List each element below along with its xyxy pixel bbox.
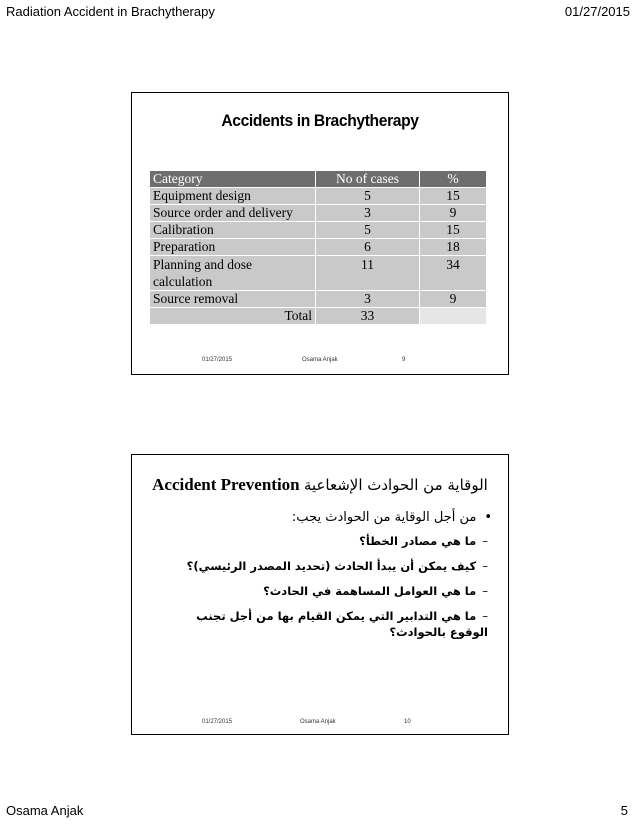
slide-title: Accidents in Brachytherapy bbox=[221, 111, 419, 130]
dash-icon: – bbox=[482, 609, 488, 623]
table-cell: 15 bbox=[420, 222, 487, 239]
sub-item-list bbox=[158, 533, 488, 649]
page-header-title: Radiation Accident in Brachytherapy bbox=[6, 4, 215, 19]
total-value: 33 bbox=[316, 308, 420, 325]
table-cell: Calibration bbox=[150, 222, 316, 239]
slide-footer-date: 01/27/2015 bbox=[202, 719, 233, 725]
table-row bbox=[150, 291, 487, 308]
table-cell: 11 bbox=[316, 256, 420, 291]
list-item-text: ما هي مصادر الخطأ؟ bbox=[359, 534, 477, 548]
accidents-table bbox=[149, 170, 487, 325]
table-empty-cell bbox=[420, 308, 487, 325]
table-total-row bbox=[150, 308, 487, 325]
bullet-text: من أجل الوقاية من الحوادث يجب: bbox=[291, 510, 477, 525]
total-label: Total bbox=[150, 308, 316, 325]
table-cell: 3 bbox=[316, 205, 420, 222]
list-item bbox=[158, 533, 488, 549]
table-header-cell: % bbox=[420, 171, 487, 188]
table-cell: 5 bbox=[316, 188, 420, 205]
table-row bbox=[150, 239, 487, 256]
slide-footer-author: Osama Anjak bbox=[300, 719, 336, 725]
dash-icon: – bbox=[482, 584, 488, 598]
table-cell: 5 bbox=[316, 222, 420, 239]
table-row bbox=[150, 222, 487, 239]
slide-title-english: Accident Prevention bbox=[152, 475, 300, 494]
page-header-date: 01/27/2015 bbox=[564, 4, 630, 19]
list-item bbox=[158, 558, 488, 574]
table-cell: 3 bbox=[316, 291, 420, 308]
table-cell: 18 bbox=[420, 239, 487, 256]
page-number: 5 bbox=[620, 803, 628, 818]
page-footer-author: Osama Anjak bbox=[6, 803, 84, 818]
list-item-text: كيف يمكن أن يبدأ الحادث (تحديد المصدر الرئيسي)؟ bbox=[186, 559, 477, 573]
list-item-text: ما هي التدابير التي يمكن القيام بها من أجل تجنب الوقوع بالحوادث؟ bbox=[196, 609, 488, 639]
table-cell: Source order and delivery bbox=[150, 205, 316, 222]
table-cell: Equipment design bbox=[150, 188, 316, 205]
table-cell: Source removal bbox=[150, 291, 316, 308]
dash-icon: – bbox=[482, 559, 488, 573]
table-row bbox=[150, 256, 487, 291]
table-header-cell: Category bbox=[150, 171, 316, 188]
list-item-text: ما هي العوامل المساهمة في الحادث؟ bbox=[263, 584, 477, 598]
bullet-dot-icon: • bbox=[484, 510, 492, 525]
list-item bbox=[158, 583, 488, 599]
slide-footer-author: Osama Anjak bbox=[302, 357, 338, 363]
slide-title bbox=[132, 475, 508, 495]
table-cell: 34 bbox=[420, 256, 487, 291]
table-cell: Planning and dose calculation bbox=[150, 256, 316, 291]
table-cell: 15 bbox=[420, 188, 487, 205]
table-header-row bbox=[150, 171, 487, 188]
slide-footer-date: 01/27/2015 bbox=[202, 357, 233, 363]
bullet-item bbox=[292, 510, 492, 525]
slide-accidents-in-brachytherapy bbox=[131, 92, 509, 375]
table-cell: 9 bbox=[420, 291, 487, 308]
dash-icon: – bbox=[482, 534, 488, 548]
table-cell: Preparation bbox=[150, 239, 316, 256]
table-cell: 9 bbox=[420, 205, 487, 222]
table-cell: 6 bbox=[316, 239, 420, 256]
slide-accident-prevention bbox=[131, 454, 509, 735]
slide-footer-number: 10 bbox=[404, 719, 411, 725]
table-row bbox=[150, 205, 487, 222]
table-header-cell: No of cases bbox=[316, 171, 420, 188]
table-row bbox=[150, 188, 487, 205]
slide-footer-number: 9 bbox=[402, 357, 406, 363]
list-item bbox=[158, 608, 488, 640]
slide-title-arabic: الوقاية من الحوادث الإشعاعية bbox=[303, 476, 488, 494]
